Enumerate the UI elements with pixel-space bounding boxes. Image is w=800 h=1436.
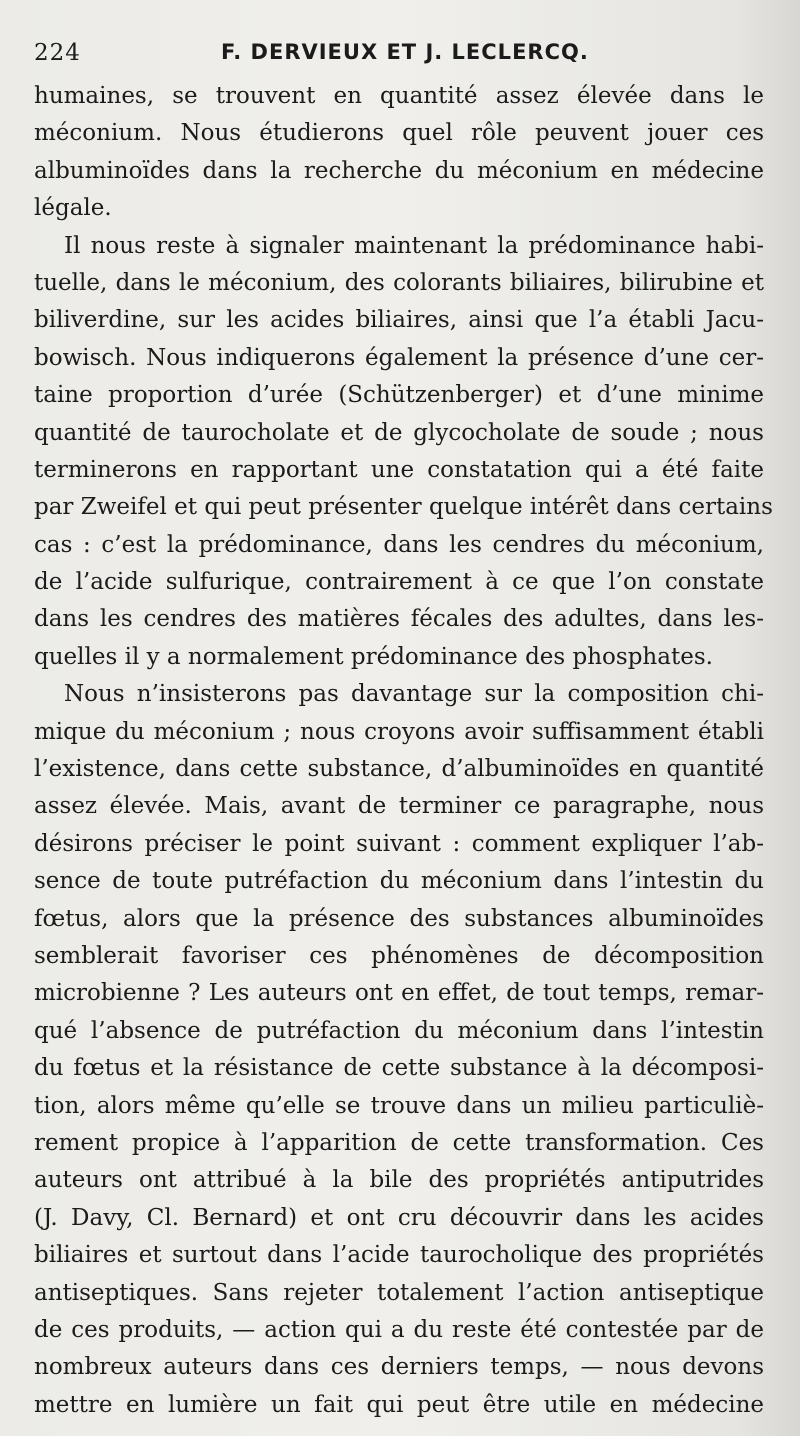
text-line: légale. — [34, 195, 112, 222]
text-line: assez élevée. Mais, avant de terminer ce paragraphe, nous — [34, 793, 764, 820]
text-line: tion, alors même qu’elle se trouve dans un milieu particuliè- — [34, 1092, 764, 1119]
text-line: antiseptiques. Sans rejeter totalement l’action antiseptique — [34, 1279, 764, 1306]
text-line: (J. Davy, Cl. Bernard) et ont cru découvrir dans les acides — [34, 1204, 764, 1231]
text-line: albuminoïdes dans la recherche du méconium en médecine — [34, 157, 764, 184]
text-line: de l’acide sulfurique, contrairement à ce que l’on constate — [34, 569, 764, 596]
text-line: terminerons en rapportant une constatation qui a été faite — [34, 456, 764, 483]
text-line: taine proportion d’urée (Schützenberger) et d’une minime — [34, 382, 764, 409]
page-header — [34, 36, 754, 72]
text-line: par Zweifel et qui peut présenter quelque intérêt dans certains — [34, 494, 773, 521]
body-text — [34, 78, 773, 1424]
text-line: mettre en lumière un fait qui peut être utile en médecine — [34, 1391, 764, 1418]
text-line: microbienne ? Les auteurs ont en effet, de tout temps, remar- — [34, 980, 764, 1007]
text-line: quantité de taurocholate et de glycocholate de soude ; nous — [34, 419, 764, 446]
text-line: semblerait favoriser ces phénomènes de décomposition — [34, 942, 764, 969]
text-line: biliaires et surtout dans l’acide taurocholique des propriétés — [34, 1242, 764, 1269]
text-line: tuelle, dans le méconium, des colorants biliaires, bilirubine et — [34, 269, 764, 296]
text-line: nombreux auteurs dans ces derniers temps, — nous devons — [34, 1354, 764, 1381]
text-line: désirons préciser le point suivant : comment expliquer l’ab- — [34, 830, 764, 857]
text-line: mique du méconium ; nous croyons avoir suffisamment établi — [34, 718, 764, 745]
text-line: méconium. Nous étudierons quel rôle peuvent jouer ces — [34, 120, 764, 147]
text-line: qué l’absence de putréfaction du méconium dans l’intestin — [34, 1017, 764, 1044]
text-line: du fœtus et la résistance de cette substance à la décomposi- — [34, 1055, 764, 1082]
running-head: F. DERVIEUX ET J. LECLERCQ. — [221, 40, 589, 64]
text-line: rement propice à l’apparition de cette transformation. Ces — [34, 1129, 764, 1156]
text-line: humaines, se trouvent en quantité assez élevée dans le — [34, 83, 764, 109]
paragraph-start-line: Il nous reste à signaler maintenant la prédominance habi- — [64, 232, 764, 259]
text-line: biliverdine, sur les acides biliaires, ainsi que l’a établi Jacu- — [34, 307, 764, 334]
text-line: auteurs ont attribué à la bile des propriétés antiputrides — [34, 1167, 764, 1194]
paragraph-start-line: Nous n’insisterons pas davantage sur la composition chi- — [64, 681, 764, 708]
page-number: 224 — [34, 40, 81, 66]
text-line: quelles il y a normalement prédominance des phosphates. — [34, 643, 713, 670]
text-line: dans les cendres des matières fécales des adultes, dans les- — [34, 606, 764, 633]
text-line: cas : c’est la prédominance, dans les cendres du méconium, — [34, 531, 764, 558]
text-line: bowisch. Nous indiquerons également la présence d’une cer- — [34, 344, 764, 371]
text-line: fœtus, alors que la présence des substances albuminoïdes — [34, 905, 764, 932]
text-line: l’existence, dans cette substance, d’albuminoïdes en quantité — [34, 756, 764, 783]
text-line: sence de toute putréfaction du méconium dans l’intestin du — [34, 868, 764, 895]
text-line: de ces produits, — action qui a du reste été contestée par de — [34, 1316, 764, 1343]
